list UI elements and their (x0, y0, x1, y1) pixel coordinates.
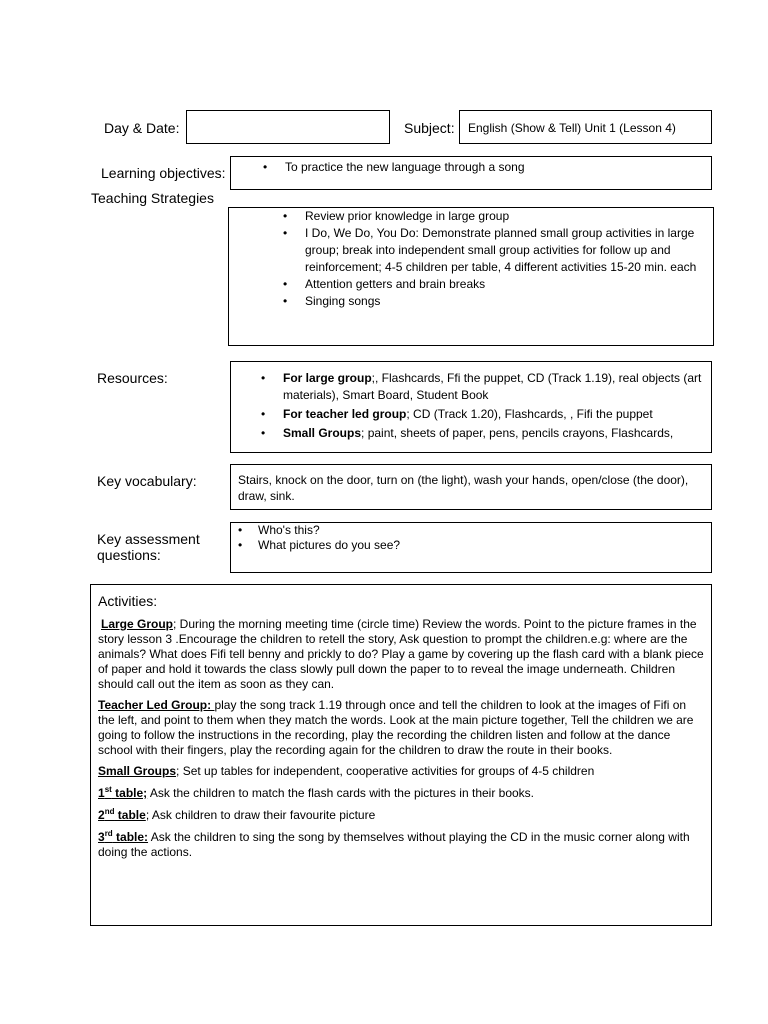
list-item: • For large group;, Flashcards, Ffi the puppet, CD (Track 1.19), real objects (art materials), Smart Board, Student Book (261, 371, 702, 402)
activities-box (90, 584, 712, 926)
key-assessment-box (230, 522, 712, 573)
list-item: • To practice the new language through a song (263, 160, 525, 174)
day-date-field[interactable] (186, 110, 390, 144)
list-item: • What pictures do you see? (238, 538, 401, 552)
list-item: • Review prior knowledge in large group (283, 209, 510, 223)
teaching-strategies-box (228, 207, 714, 346)
activities-heading: Activities: (98, 593, 158, 609)
list-item: • I Do, We Do, You Do: Demonstrate planned small group activities in large group; break into independent small group activities for follow up and reinforcement; 4-5 children per table, 4 different activities 15-20 min. each (283, 226, 697, 274)
large-group-paragraph: Large Group; During the morning meeting time (circle time) Review the words. Point to the picture frames in the story lesson 3 .Encourage the children to retell the story, Ask question to prompt the children.e.g: where are the animals? What does Fifi tell benny and prickly to do? Play a game by covering up the flash card with a blank piece of paper and hold it towards the class slowly pull down the paper to to reveal the image underneath. Children should call out the item as soon as they can. (98, 617, 704, 691)
key-vocabulary-label: Key vocabulary: (97, 473, 197, 489)
list-item: • Who's this? (238, 523, 320, 537)
subject-field[interactable] (459, 110, 712, 144)
resources-list (261, 370, 703, 442)
small-groups-paragraph: Small Groups; Set up tables for independent, cooperative activities for groups of 4-5 children (98, 764, 595, 778)
learning-objectives-label: Learning objectives: (101, 165, 226, 181)
table-3-paragraph: 3rd table: Ask the children to sing the song by themselves without playing the CD in the music corner along with doing the actions. (98, 829, 690, 859)
key-assessment-label: Key assessment questions: (97, 531, 200, 563)
list-item: • For teacher led group; CD (Track 1.20), Flashcards, , Fifi the puppet (261, 407, 653, 421)
resources-label: Resources: (97, 370, 168, 386)
key-vocabulary-text: Stairs, knock on the door, turn on (the light), wash your hands, open/close (the door), draw, sink. (238, 473, 689, 503)
teacher-led-paragraph: Teacher Led Group: play the song track 1.19 through once and tell the children to look at the images of Fifi on the left, and point to them when they match the words. Look at the main picture together, Tell the children we are going to follow the instructions in the recording, play the recording the children listen and follow at the dance school with their fingers, play the recording again for the children to draw the route in their books. (98, 698, 694, 757)
list-item: • Small Groups; paint, sheets of paper, pens, pencils crayons, Flashcards, (261, 426, 674, 440)
teaching-strategies-list (283, 208, 705, 310)
list-item: • Attention getters and brain breaks (283, 277, 486, 291)
resources-box (230, 361, 712, 453)
teaching-strategies-label: Teaching Strategies (91, 190, 214, 206)
day-date-label: Day & Date: (104, 120, 180, 136)
key-vocabulary-box (230, 464, 712, 510)
learning-objectives-box (230, 156, 712, 190)
table-1-paragraph: 1st table; Ask the children to match the flash cards with the pictures in their books. (98, 785, 535, 800)
subject-value: English (Show & Tell) Unit 1 (Lesson 4) (468, 121, 676, 135)
list-item: • Singing songs (283, 294, 381, 308)
learning-objectives-list (263, 159, 705, 176)
key-assessment-list (238, 523, 698, 553)
subject-label: Subject: (404, 120, 455, 136)
table-2-paragraph: 2nd table; Ask children to draw their favourite picture (98, 807, 376, 822)
